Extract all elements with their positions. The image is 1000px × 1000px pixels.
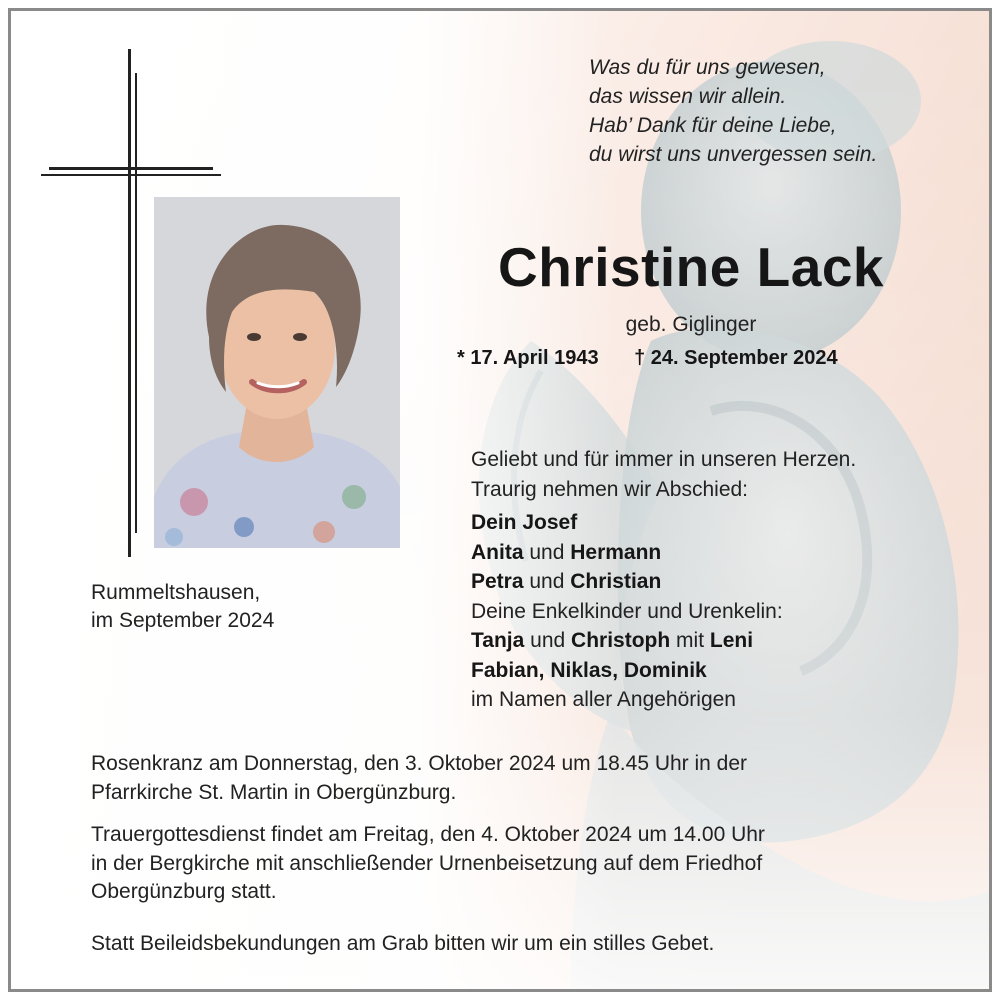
cross-vertical-line [128,49,131,557]
cross-horizontal-line [49,167,213,170]
mourner-name: Dein Josef [471,511,578,534]
death-date: † 24. September 2024 [634,347,838,369]
cross-horizontal-line-thin [41,174,221,176]
notice-line: Rosenkranz am Donnerstag, den 3. Oktober 2024 um 18.45 Uhr in der [91,752,748,775]
mourner-name: Tanja [471,629,525,652]
notice-line: Statt Beileidsbekundungen am Grab bitten wir um ein stilles Gebet. [91,932,715,955]
notice-line: Pfarrkirche St. Martin in Obergünzburg. [91,780,457,804]
mourner-name: Anita [471,540,524,564]
rosary-notice [91,750,921,807]
conjunction: und [529,570,565,593]
notice-line: in der Bergkirche mit anschließender Urnenbeisetzung auf dem Friedhof [91,851,763,875]
cross-vertical-line-thin [135,73,137,533]
mourners-list [471,445,971,715]
notice-line: Trauergottesdienst findet am Freitag, den 4. Oktober 2024 um 14.00 Uhr [91,823,765,846]
condolence-notice [91,930,921,959]
grandchildren-intro: Deine Enkelkinder und Urenkelin: [471,599,783,623]
mourner-name: Leni [709,629,754,652]
service-notice [91,821,921,907]
deceased-name: Christine Lack [497,236,884,298]
life-dates [457,347,937,370]
birth-date: * 17. April 1943 [457,347,599,369]
family-intro-line: Traurig nehmen wir Abschied: [471,477,749,501]
conjunction: und [529,540,565,564]
conjunction: und [530,629,566,652]
mourner-couple [471,567,971,597]
poem-line: du wirst uns unvergessen sein. [589,143,878,166]
place-and-date [91,579,391,635]
poem-line: Hab’ Dank für deine Liebe, [589,114,837,137]
poem-line: das wissen wir allein. [589,85,787,108]
mourner-couple [471,626,971,656]
portrait-photo [154,197,400,548]
place-line: Rummeltshausen, [91,581,261,604]
mourner-name: Christian [570,570,662,593]
mourner-couple [471,538,971,568]
grandchildren-names: Fabian, Niklas, Dominik [471,658,707,682]
notice-line: Obergünzburg statt. [91,880,277,903]
mourner-name: Hermann [570,540,662,564]
family-intro-line: Geliebt und für immer in unseren Herzen. [471,448,857,471]
poem-line: Was du für uns gewesen, [589,56,826,79]
conjunction: mit [676,629,705,652]
mourner-name: Christoph [571,629,671,652]
birth-name: geb. Giglinger [625,313,757,336]
memorial-poem [589,53,969,169]
obituary-card [8,8,992,992]
mourner-name: Petra [471,570,524,593]
closing-line: im Namen aller Angehörigen [471,688,736,711]
date-line: im September 2024 [91,609,275,632]
